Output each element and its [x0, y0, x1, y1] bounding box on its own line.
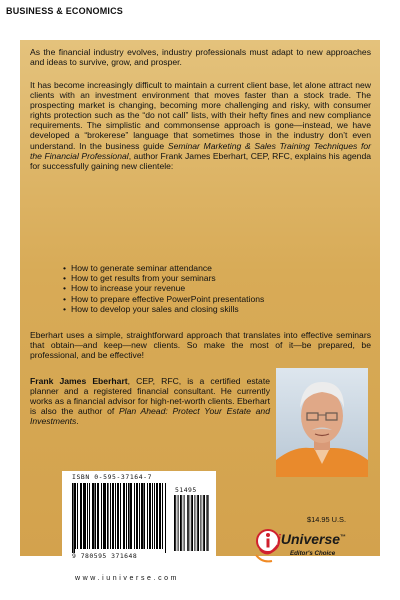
barcode-bar: [120, 483, 121, 549]
author-photo: [276, 368, 368, 477]
barcode-bar: [136, 483, 137, 549]
barcode-bar: [154, 483, 155, 549]
barcode-bar: [83, 483, 84, 549]
barcode-bar: [105, 483, 106, 549]
barcode-bar: [77, 483, 78, 549]
list-item: • How to get results from your seminars: [63, 273, 264, 283]
addon-bar: [206, 495, 207, 551]
barcode-bar: [112, 483, 113, 549]
logo-prefix: i: [277, 531, 281, 547]
barcode-bar: [118, 483, 119, 549]
barcode-bar: [97, 483, 98, 549]
barcode-bar: [85, 483, 86, 549]
barcode-bar: [131, 483, 132, 549]
barcode-bar: [139, 483, 140, 549]
closing-paragraph: Eberhart uses a simple, straightforward approach that translates into effective seminars that obtain—and keep—new clients. So make the most of it—be prepared, be professional, and be effective!: [30, 330, 371, 361]
addon-bar: [192, 495, 193, 551]
book-title-italic: Seminar Marketing & Sales Training Techniques for the Financial Professional: [30, 140, 371, 161]
barcode-bar: [113, 483, 114, 549]
price-label: $14.95 U.S.: [307, 515, 347, 524]
addon-bar: [204, 495, 205, 551]
isbn-label: ISBN 0-595-37164-7: [72, 473, 153, 481]
barcode-bar: [101, 483, 102, 549]
barcode-bar: [80, 483, 81, 549]
addon-bar: [181, 495, 182, 551]
list-item: • How to develop your sales and closing skills: [63, 304, 264, 314]
addon-bar: [174, 495, 175, 551]
barcode-bar: [147, 483, 148, 549]
barcode-bar: [75, 483, 76, 549]
body-text-2: , author Frank James Eberhart, CEP, RFC, explains his agenda for successfully gaining new clientele:: [30, 150, 372, 171]
barcode-bar: [104, 483, 105, 549]
author-portrait-image: [276, 368, 368, 477]
addon-bar: [198, 495, 199, 551]
addon-bar: [197, 495, 198, 551]
list-item: • How to increase your revenue: [63, 283, 264, 293]
barcode-bar: [115, 483, 116, 549]
barcode-bar: [157, 483, 158, 549]
author-bio: [30, 376, 270, 426]
barcode-bar: [98, 483, 99, 549]
addon-bar: [194, 495, 195, 551]
bullet-list: [63, 263, 264, 314]
barcode-bar: [165, 483, 166, 553]
barcode-bar: [87, 483, 88, 549]
addon-bar: [184, 495, 185, 551]
addon-bar: [208, 495, 209, 551]
barcode-bar: [162, 483, 163, 549]
barcode-bar: [123, 483, 124, 549]
barcode-bar: [130, 483, 131, 549]
addon-bar: [175, 495, 176, 551]
barcode-bar: [72, 483, 74, 553]
intro-paragraph: As the financial industry evolves, industry professionals must adapt to new approaches and ideas to survive, grow, and prosper.: [30, 47, 371, 68]
addon-bar: [180, 495, 181, 551]
publisher-url: www.iuniverse.com: [75, 575, 180, 582]
addon-bar: [191, 495, 192, 551]
addon-bar: [203, 495, 204, 551]
barcode-bar: [134, 483, 135, 549]
barcode-bar: [117, 483, 118, 549]
barcode-bar: [128, 483, 130, 549]
list-item: • How to prepare effective PowerPoint presentations: [63, 294, 264, 304]
barcode-bar: [150, 483, 151, 549]
trademark-symbol: ™: [340, 534, 347, 541]
author-name: Frank James Eberhart: [30, 376, 128, 386]
barcode-bar: [126, 483, 127, 549]
barcode-bar: [81, 483, 82, 549]
barcode-bar: [92, 483, 93, 549]
publisher-logo-text: [277, 531, 346, 547]
barcode-bar: [144, 483, 145, 549]
barcode-bar: [152, 483, 153, 549]
barcode-bar: [95, 483, 96, 549]
addon-bar: [188, 495, 189, 551]
author-book-italic: Plan Ahead: Protect Your Estate and Investments: [30, 406, 270, 427]
barcode-bar: [103, 483, 104, 549]
barcode-bar: [159, 483, 160, 549]
ean-digits: 9 780595 371648: [72, 552, 138, 560]
addon-bar: [178, 495, 179, 551]
addon-bar: [200, 495, 201, 551]
addon-bar: [187, 495, 188, 551]
barcode-bar: [124, 483, 125, 549]
barcode-bar: [84, 483, 85, 549]
author-bio-text: , CEP, RFC, is a certified estate planner and a registered financial consultant. He currently works as a financial advisor for high-net-worth clients. Eberhart is also the author of: [30, 376, 270, 417]
barcode-bar: [160, 483, 161, 549]
publisher-tagline: Editor's Choice: [290, 550, 336, 557]
barcode-image: [62, 471, 216, 563]
list-item: • How to generate seminar attendance: [63, 263, 264, 273]
body-paragraph: [30, 80, 371, 171]
barcode-bar: [110, 483, 111, 549]
logo-word: Universe: [280, 531, 341, 547]
barcode-bar: [137, 483, 138, 549]
category-label: BUSINESS & ECONOMICS: [6, 6, 124, 16]
barcode-bar: [142, 483, 144, 549]
price-addon-digits: 51495: [175, 486, 197, 494]
body-text-1: It has become increasingly difficult to maintain a current client base, let alone attract new clients with an investment environment that moves faster than a stock trade. The prospecting market is changing, becoming more challenging and risky, with consumer rights protection such as the “do not call” lists, with their hefty fines and new compliance requirements. The simplistic and commonsense approach is gone—instead, we have developed a “brokerese” language that sometimes those in the industry don’t even understand. In the business guide: [30, 80, 371, 151]
barcode-bar: [74, 483, 75, 553]
barcode-bar: [93, 483, 95, 549]
barcode-bar: [89, 483, 90, 549]
barcode-box: [62, 471, 216, 563]
barcode-bar: [107, 483, 109, 549]
barcode-bar: [141, 483, 142, 549]
author-bio-end: .: [76, 416, 79, 427]
